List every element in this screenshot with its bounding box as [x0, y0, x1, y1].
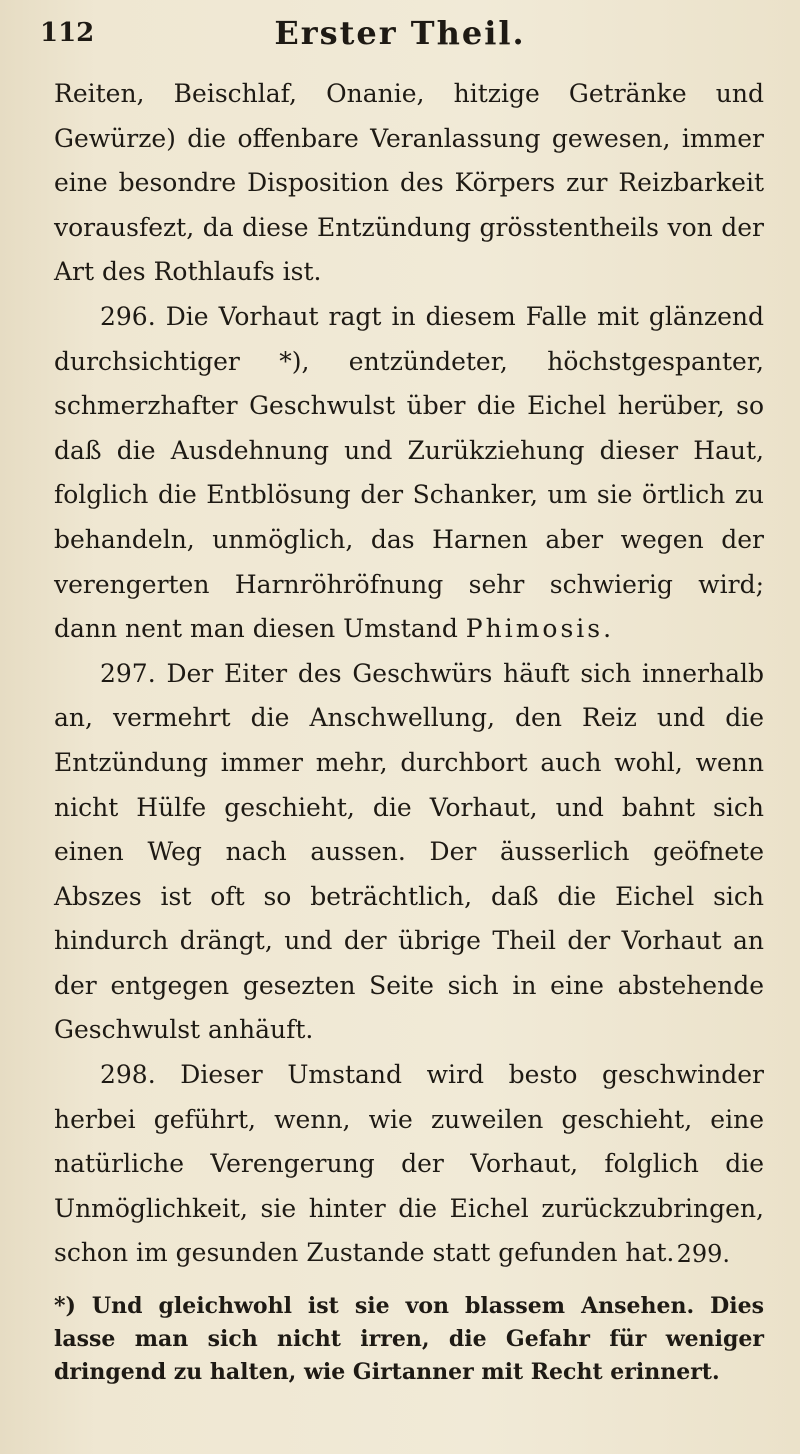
footnote-text: *) Und gleichwohl ist sie von blassem Ansehen. Dies lasse man sich nicht irren, die Gefahr für weniger dringend zu halten, wie Girtanner mit Recht erinnert.: [54, 1293, 764, 1385]
paragraph-297: 297. Der Eiter des Geschwürs häuft sich innerhalb an, vermehrt die Anschwellung, den Reiz und die Entzündung immer mehr, durchbort auch wohl, wenn nicht Hülfe geschieht, die Vorhaut, und bahnt sich einen Weg nach aussen. Der äusserlich geöfnete Abszes ist oft so beträchtlich, daß die Eichel sich hindurch drängt, und der übrige Theil der Vorhaut an der entgegen gesezten Seite sich in eine abstehende Geschwulst anhäuft.: [54, 658, 764, 1045]
term-phimosis: Phimosis.: [465, 614, 615, 644]
running-head: Erster Theil.: [274, 14, 526, 52]
page-number: 112: [40, 18, 95, 48]
footnote: [54, 1290, 764, 1389]
paragraph-continuation: Reiten, Beischlaf, Onanie, hitzige Getränke und Gewürze) die offenbare Veranlassung gewesen, immer eine besondre Disposition des Körpers zur Reizbarkeit vorausfezt, da diese Entzündung grösstentheils von der Art des Rothlaufs ist.: [54, 79, 764, 287]
catchword: 299.: [676, 1240, 730, 1268]
page-header: [40, 10, 760, 58]
paragraph-298: 298. Dieser Umstand wird besto geschwinder herbei geführt, wenn, wie zuweilen geschieht, eine natürliche Verengerung der Vorhaut, folglich die Unmöglichkeit, sie hinter die Eichel zurückzubringen, schon im gesunden Zustande statt gefunden hat.: [54, 1060, 764, 1268]
paragraph-296-text: 296. Die Vorhaut ragt in diesem Falle mit glänzend durchsichtiger *), entzündeter, höchstgespanter, schmerzhafter Geschwulst über die Eichel herüber, so daß die Ausdehnung und Zurükziehung dieser Haut, folglich die Entblösung der Schanker, um sie örtlich zu behandeln, unmöglich, das Harnen aber wegen der verengerten Harnröhröfnung sehr schwierig wird; dann nent man diesen Umstand: [54, 301, 764, 644]
paragraph-296: [54, 295, 764, 652]
body-text: [54, 72, 764, 1276]
